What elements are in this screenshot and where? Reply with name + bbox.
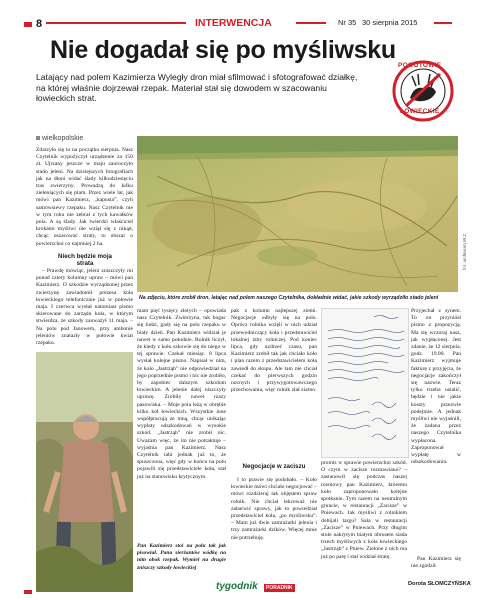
letter-photo <box>321 308 409 458</box>
header-rule-left <box>24 22 32 27</box>
column-4 <box>321 460 407 592</box>
region-marker-icon <box>36 136 40 140</box>
column-3-body: pak z kolumn najlepszej ziemi. Negocjacje odbyły się na polu. Oprócz rolnika wzięli w nich udział przewodniczący koła i przedstawiciel lokalnej izby rolniczej. Pod koniec lipca, gdy uzdrzeć czasu, pan Kazimierz zrobił tak jak chciało koło i plan razem z przedstawicielem koła zawiedł do skupu. Ale tam nie chciał czekać do pierwszych godzin nocnych i przywygotowawczego przechowania, więc rolnik złał ziarno. <box>231 308 317 394</box>
aerial-photo <box>137 136 458 292</box>
column-2-body: mam pięć tysięcy złotych – opowiada nasz Czytelnik. Zwierzyna, tak bogac się ludzi, gady się na polu rzepaku w biały dzień. Pan Kazimierz widział je nawet w samo południe. Rolnik liczył, że kiedy z kołu szkowie się do niego w tej sprawie. Czekał miesiąc. 8 lipca wysłał kolejne pismo. Napisał w nim, że koło „Jastrząb” nie odpowiedział na jego poprzednie pismo i nic nie zrobiło, by zapobiec dalszym szkodom łowieckim. A jelenie dalej niszczyły uprawę. Zrobiły nawet rzazy pasowiska. – Moje pola leżą w obrębie kilku kół łowieckich. Wszystkie inne współpracują ze mną, chcąc unikając wypłaty odszkodowań w wysokie szkód. „Jastrząb” nie zrobił nic. Uważam więc, że im nie potraktuje – wyjaśnia pan Kazimierz. Nasz Czytelnik tabi jednak już to, że spuszczona, więc gdy w końcu na polu pojawili się przedstawiciele koła, stał już na stanowisku krytycznym. <box>137 308 226 480</box>
header-rule-end <box>434 22 452 24</box>
column-2-italic-text: Pan Kazimierz stoi na polu tak jak pisowiał. Pana sierżantów wódkę na nim obok rzepak. Wymiel na drugie zniszczy szkody łowieckiej <box>137 543 226 571</box>
aerial-caption: Na zdjęciu, które zrobił dron, latając nad polem naszego Czytelnika, dokładnie widać, jakie szkody wyrządziło stado jeleni <box>139 295 439 301</box>
region-text: wielkopolskie <box>42 135 84 142</box>
header-rule-right <box>296 22 326 24</box>
author-signature: Dorota SŁOMCZYŃSKA <box>408 581 471 587</box>
article-lead: Latający nad polem Kazimierza Wyległy dron miał sfilmować i sfotografować działkę, na której właśnie dojrzewał rzepak. Materiał stał się dowodem w szacowaniu łowieckich strat. <box>36 72 358 104</box>
issue-date: 30 sierpnia 2015 <box>362 18 418 27</box>
column-5-bottom <box>411 556 461 574</box>
section-title: INTERWENCJA <box>195 17 272 29</box>
column-1-bottom <box>36 268 133 348</box>
column-3b-body: I to prawie się podobało. – Koło łowieckie mówi chciało negocjować – mówi rozdzieraj tak objęstem spraw rolnik. Nie chciał lekceważ nie zabarwić sprawy, jak to powiedział przedstawiciel koła, „po myśliwsku”. – Mam już dwie zamrażarki jelenia i trzy zamrażarki dzików. Więcej mnie nie potrzebuję. <box>231 477 317 541</box>
column-5-body: Przyjechał z synem. To on przyniósł pismo z propozycją. Ma się wczoraj nasz, jak wypłaconej. Jest zdanie, że 12 sierpnia, godz. 19.00. Pan Kazimierz wyjmuje fakturę z przyjęcia, że negocjacje zakończył się nazwie. Teraz tylko trzeba ustalić, będzie i nie jakie koszty przezwie podejmie. A jednak myśliwi nie wyjaśnili, że żadana przez naszego Czytelnika wypłacona. Zaproponował wypłatę w odszkodowaniu. <box>411 308 461 466</box>
footer-brand-text: tygodnik <box>216 581 258 592</box>
photo-credit: fot. archiwum W.Z. <box>462 232 467 270</box>
column-2-italic <box>137 543 226 591</box>
footer-rule-left <box>24 590 32 594</box>
farmer-photo <box>36 352 133 592</box>
dropcap <box>36 146 46 158</box>
logo-text-bottom: ŁOWIECKIE <box>400 108 440 115</box>
column-1-top <box>36 147 133 251</box>
article-title: Nie dogadał się po myśliwsku <box>50 36 396 64</box>
column-5 <box>411 308 461 556</box>
header-rule <box>46 22 186 24</box>
footer-brand-badge: PORADNIK <box>266 585 293 591</box>
column-4-body: promis w sprawie powierzchni szkód. O czym w zacisze rozmawiano? – zastanowił się podczas naszej rozmowy pan Kazimierz, któremu koło zaproponowało kolejne spotkanie. Tym razem na neutralnym gruncie, w restauracji „Zacisze” w Pniewach. Jak myśliwi z rolnikiem dobijali targu? Sala w restauracji „Zacisze” w Pniewach. Przy długim stole nakrytym białym obrusem siada trzech myśliwych z koła łowieckiego „Jastrząb” z Pniew. Zielone z nich ma już po parę i stał widział stratę. <box>321 460 407 560</box>
column-2 <box>137 308 226 540</box>
column-3 <box>231 308 317 458</box>
column-1-body: Zdarzyło się to na początku sierpnia. Nasz Czytelnik wypożyczył urządzenie za 150 zł. Ujrzany jeszcze w maju zauroczyło stado jeleni. Na dzisiejszych fotografiach jak na dłoni widać ślady kilkudziesięciu tras zwierzyny. Prowadzą do kilku zieleniących się plam. Przez wiele lat, jak mówi pan Kazimierz, „kapusta”, czyli samowsiewy rzepaku. Nasz Czytelnik nie w tym roku nie zebrał z tych kawałków pola. A są ślady. Jak twierdzi właściciel krokami myśliwi nie wziął się z nikąd, chcąc oszacować straty, to obszar o powierzchni co najmniej 2 ha. <box>36 147 133 247</box>
region-label <box>36 135 83 142</box>
logo-text-top: POGOTOWIE <box>398 62 442 69</box>
subhead-negocjacje: Negocjacje w zaciszu <box>242 463 306 470</box>
footer-brand <box>216 581 258 592</box>
page-number: 8 <box>36 18 43 30</box>
subhead-moja-strata: Niech będzie moja strata <box>58 253 112 267</box>
issue-number: Nr 35 <box>338 18 357 27</box>
column-1b-body: – Prawdę mówiąc, jeleni zniszczyły mi ponad cztery kolumny upraw – mówi pan Kazimierz. O szkodzie wyrządzonej przez zwierzynę zawiadomił prezesa koła łowieckiego telefonicznie już w połowie maja. I czerwca wysłał natomiast pismo skierowane do zarządu koła, w którym stwierdza, że szkody zauważył 11 maja. – Na polu pod Janowem, przy ambonie jeleniów znalazły w połowie kwiat rzepaku. <box>36 268 133 347</box>
column-3-bottom <box>231 477 317 592</box>
column-5b-body: Pan Kazimierz się nie zgodził. <box>411 556 461 570</box>
